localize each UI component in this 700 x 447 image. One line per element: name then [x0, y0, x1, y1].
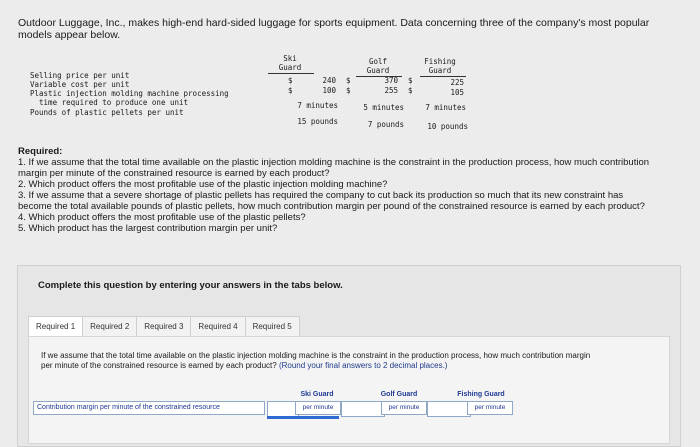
- rounding-note: (Round your final answers to 2 decimal places.): [278, 360, 448, 370]
- tab-required-2[interactable]: Required 2: [82, 316, 137, 338]
- ski-variable-cost: 100: [322, 86, 336, 95]
- fishing-variable-cost: 105: [450, 88, 464, 97]
- required-item-1: 1. If we assume that the total time available on the plastic injection molding machine is the constraint in the production process, how much contribution margin per minute of the constrained resource is earned by each product?: [18, 157, 650, 179]
- row-label-selling-price: Selling price per unit: [30, 71, 130, 80]
- answer-panel: [17, 265, 681, 447]
- dollar-sign: $: [346, 76, 351, 85]
- golf-guard-unit: per minute: [381, 401, 427, 415]
- fishing-time: 7 minutes: [425, 103, 466, 112]
- golf-pellets: 7 pounds: [367, 120, 404, 129]
- required-item-5: 5. Which product has the largest contribution margin per unit?: [18, 223, 278, 234]
- row-label-processing: Plastic injection molding machine processing: [30, 89, 229, 98]
- dollar-sign: $: [288, 86, 293, 95]
- dollar-sign: $: [408, 76, 413, 85]
- panel-instruction: Complete this question by entering your answers in the tabs below.: [38, 280, 343, 291]
- tab-required-4[interactable]: Required 4: [190, 316, 245, 338]
- ski-pellets: 15 pounds: [297, 117, 338, 126]
- col-header-ski-guard: Ski Guard: [278, 54, 302, 72]
- col-header-golf-guard: Golf Guard: [366, 57, 390, 75]
- intro-text: Outdoor Luggage, Inc., makes high-end hard-sided luggage for sports equipment. Data concerning three of the company's most popular models appear below.: [18, 17, 650, 41]
- row-label-pellets: Pounds of plastic pellets per unit: [30, 108, 184, 117]
- tab-required-5[interactable]: Required 5: [245, 316, 300, 338]
- tab-content: [28, 336, 670, 444]
- answer-col-fishing-guard: Fishing Guard: [457, 391, 505, 398]
- required-item-2: 2. Which product offers the most profitable use of the plastic injection molding machine?: [18, 179, 388, 190]
- answer-col-golf-guard: Golf Guard: [380, 391, 418, 398]
- ski-time: 7 minutes: [297, 101, 338, 110]
- required-section: [18, 146, 658, 234]
- row-label-variable-cost: Variable cost per unit: [30, 80, 130, 89]
- input-focus-indicator: [267, 416, 339, 419]
- fishing-guard-unit: per minute: [467, 401, 513, 415]
- tab-required-1[interactable]: Required 1: [28, 316, 83, 338]
- fishing-pellets: 10 pounds: [427, 122, 468, 131]
- col-header-fishing-guard: Fishing Guard: [424, 57, 456, 75]
- required-heading: Required:: [18, 146, 63, 157]
- golf-variable-cost: 255: [384, 86, 398, 95]
- row-label-time-required: time required to produce one unit: [30, 98, 189, 107]
- answer-col-ski-guard: Ski Guard: [300, 391, 334, 398]
- required-item-3: 3. If we assume that a severe shortage of plastic pellets has required the company to cut back its production so much that its new constraint has become the total available pounds of plastic pellets, how much contribution margin per pound of the constrained resource is earned by each product?: [18, 190, 645, 212]
- required-tabs: [28, 316, 299, 336]
- golf-guard-answer-input[interactable]: [341, 401, 385, 417]
- tab-question: [41, 351, 591, 370]
- tab-required-3[interactable]: Required 3: [136, 316, 191, 338]
- ski-guard-unit: per minute: [295, 401, 341, 415]
- dollar-sign: $: [288, 76, 293, 85]
- answer-row-label: Contribution margin per minute of the constrained resource: [33, 401, 265, 415]
- dollar-sign: $: [408, 86, 413, 95]
- golf-selling-price: 370: [384, 76, 398, 85]
- required-item-4: 4. Which product offers the most profitable use of the plastic pellets?: [18, 212, 306, 223]
- golf-time: 5 minutes: [363, 103, 404, 112]
- question-text: If we assume that the total time available on the plastic injection molding machine is the constraint in the production process, how much contribution margin per minute of the constrained resource is earned by each product?: [41, 351, 591, 370]
- fishing-selling-price: 225: [450, 78, 464, 87]
- fishing-guard-answer-input[interactable]: [427, 401, 471, 417]
- ski-selling-price: 240: [322, 76, 336, 85]
- dollar-sign: $: [346, 86, 351, 95]
